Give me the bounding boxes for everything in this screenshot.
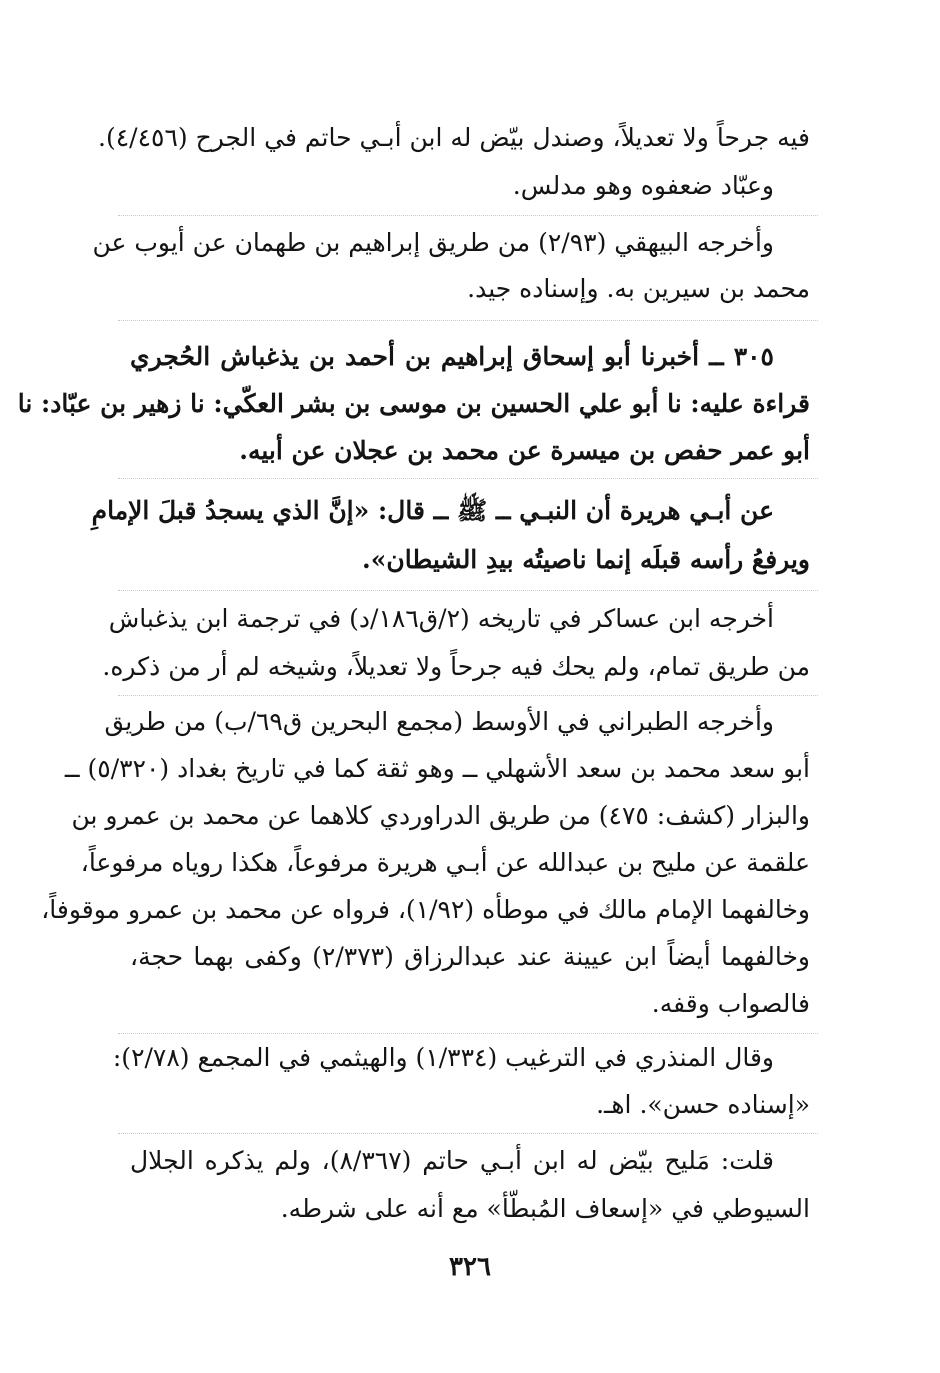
paragraph-divider: [118, 320, 818, 321]
hadith-matn-line: عن أبـي هريرة أن النبـي ــ ﷺ ــ قال: «إنَّ الذي يسجدُ قبلَ الإمامِ: [91, 496, 774, 525]
text-line: من طريق تمام، ولم يحك فيه جرحاً ولا تعديلاً، وشيخه لم أر من ذكره.: [102, 652, 810, 681]
hadith-matn-line: ويرفعُ رأسه قبلَه إنما ناصيتُه بيدِ الشيطان».: [362, 545, 810, 574]
paragraph-divider: [118, 478, 818, 479]
hadith-isnad-line: قراءة عليه: نا أبو علي الحسين بن موسى بن بشر العكّي: نا زهير بن عبّاد: نا: [17, 389, 810, 418]
paragraph-divider: [118, 215, 818, 216]
text-line: وخالفهما أيضاً ابن عيينة عند عبدالرزاق (٢/٣٧٣) وكفى بهما حجة،: [130, 942, 811, 971]
paragraph-divider: [118, 590, 818, 591]
paragraph-divider: [118, 695, 818, 696]
text-line: فيه جرحاً ولا تعديلاً، وصندل بيّض له ابن أبـي حاتم في الجرح (٤/٤٥٦).: [98, 123, 810, 152]
hadith-isnad-line: ٣٠٥ ــ أخبرنا أبو إسحاق إبراهيم بن أحمد بن يذغباش الحُجري: [130, 342, 774, 371]
page-number: ٣٢٦: [449, 1252, 491, 1282]
hadith-isnad-line: أبو عمر حفص بن ميسرة عن محمد بن عجلان عن أبيه.: [239, 436, 810, 465]
text-line: والبزار (كشف: ٤٧٥) من طريق الدراوردي كلاهما عن محمد بن عمرو بن: [71, 801, 810, 830]
paragraph-divider: [118, 1133, 818, 1134]
text-line: قلت: مَليح بيّض له ابن أبـي حاتم (٨/٣٦٧)، ولم يذكره الجلال: [130, 1146, 774, 1175]
text-line: محمد بن سيرين به. وإسناده جيد.: [467, 274, 810, 303]
text-line: «إسناده حسن». اهـ.: [596, 1090, 810, 1119]
text-line: السيوطي في «إسعاف المُبطّأ» مع أنه على شرطه.: [280, 1194, 810, 1223]
text-line: وقال المنذري في الترغيب (١/٣٣٤) والهيثمي في المجمع (٢/٧٨):: [112, 1043, 774, 1072]
text-line: وخالفهما الإمام مالك في موطأه (١/٩٢)، فرواه عن محمد بن عمرو موقوفاً،: [41, 895, 810, 924]
text-line: فالصواب وقفه.: [651, 989, 810, 1018]
text-line: أبو سعد محمد بن سعد الأشهلي ــ وهو ثقة كما في تاريخ بغداد (٥/٣٢٠) ــ: [64, 754, 810, 783]
text-line: وأخرجه البيهقي (٢/٩٣) من طريق إبراهيم بن طهمان عن أيوب عن: [92, 228, 774, 257]
text-line: أخرجه ابن عساكر في تاريخه (٢/ق١٨٦/د) في ترجمة ابن يذغباش: [108, 604, 774, 633]
text-line: وعبّاد ضعفوه وهو مدلس.: [512, 171, 774, 200]
text-line: وأخرجه الطبراني في الأوسط (مجمع البحرين ق٦٩/ب) من طريق: [104, 707, 774, 736]
text-line: علقمة عن مليح بن عبدالله عن أبـي هريرة مرفوعاً، هكذا روياه مرفوعاً،: [80, 848, 810, 877]
